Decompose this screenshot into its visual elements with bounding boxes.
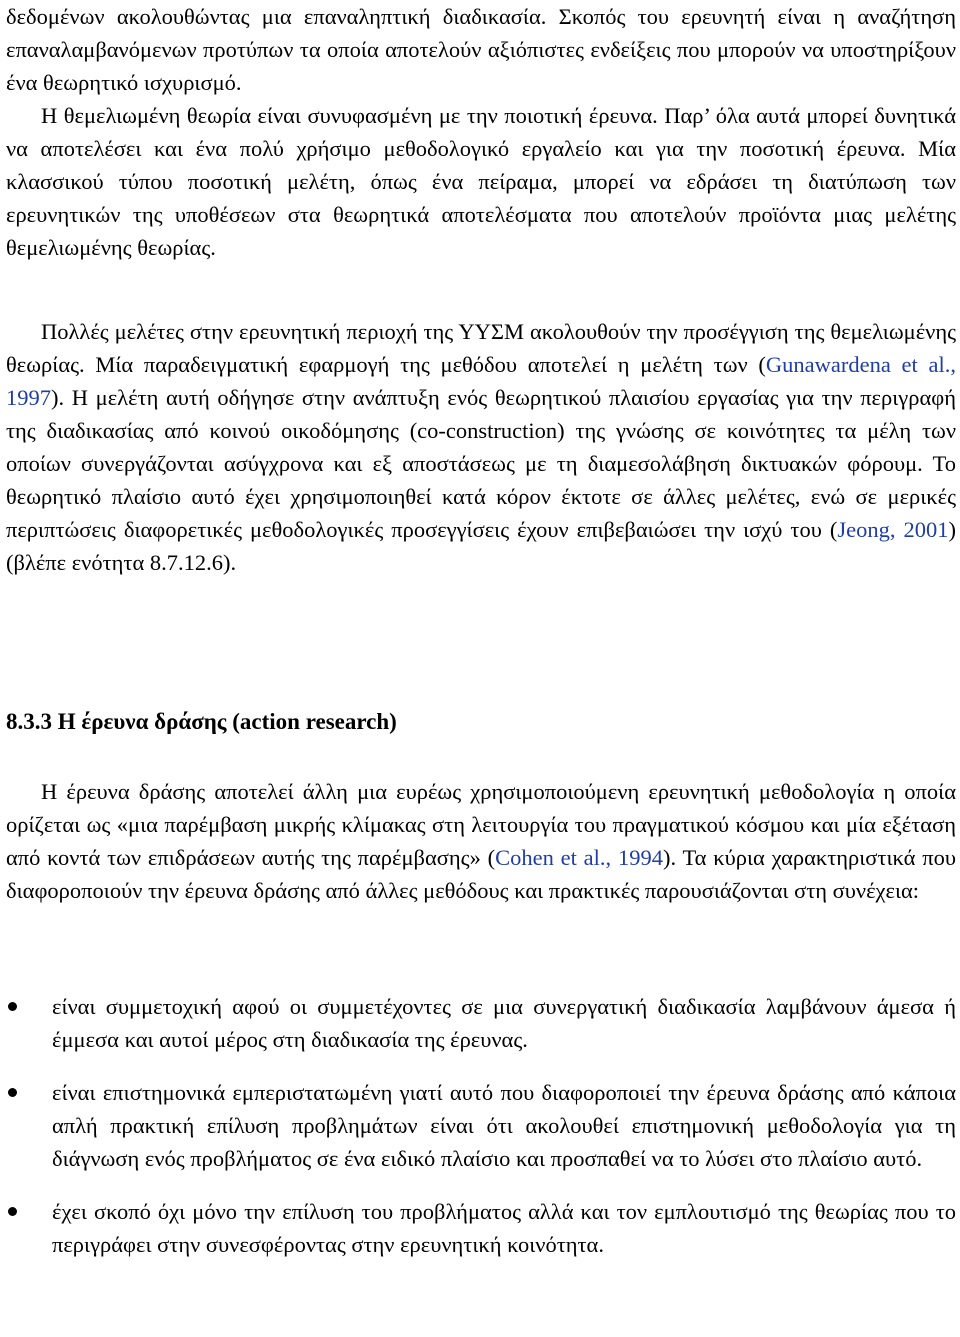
citation-link[interactable]: Gunawardena et al., 1997 (6, 352, 957, 410)
list-item-text: έχει σκοπό όχι μόνο την επίλυση του προβλήματος αλλά και τον εμπλουτισμό της θεωρίας που το περιγράφει στην συνεσφέροντας στην ερευνητική κοινότητα. (52, 1199, 956, 1257)
bullet-icon (8, 1002, 17, 1011)
paragraph-text: ). Τα κύρια χαρακτηριστικά που διαφοροποιούν την έρευνα δράσης από άλλες μεθόδους και πρακτικές παρουσιάζονται στη συνέχεια: (6, 845, 956, 903)
characteristics-list (6, 990, 956, 1281)
citation-link[interactable]: Jeong, 2001 (837, 517, 949, 542)
bullet-icon (8, 1207, 17, 1216)
paragraph-continuation: δεδομένων ακολουθώντας μια επαναληπτική διαδικασία. Σκοπός του ερευνητή είναι η αναζήτηση επαναλαμβανόμενων προτύπων τα οποία αποτελούν αξιόπιστες ενδείξεις που μπορούν να υποστηρίξουν ένα θεωρητικό ισχυρισμό. (6, 4, 956, 95)
list-item (6, 990, 956, 1056)
paragraph-text: ) (βλέπε ενότητα 8.7.12.6). (6, 517, 956, 575)
list-item (6, 1195, 956, 1261)
list-item (6, 1076, 956, 1175)
paragraph-text: Πολλές μελέτες στην ερευνητική περιοχή της ΥΥΣΜ ακολουθούν την προσέγγιση της θεμελιωμένης θεωρίας. Μία παραδειγματική εφαρμογή της μεθόδου αποτελεί η μελέτη των ( (6, 319, 956, 377)
list-item-text: είναι επιστημονικά εμπεριστατωμένη γιατί αυτό που διαφοροποιεί την έρευνα δράσης από κάποια απλή πρακτική επίλυση προβλημάτων είναι ότι ακολουθεί επιστημονική μεθοδολογία για τη διάγνωση ενός προβλήματος σε ένα ειδικό πλαίσιο και προσπαθεί να το λύσει στο πλαίσιο αυτό. (52, 1080, 956, 1171)
paragraph-grounded-theory-quantitative: Η θεμελιωμένη θεωρία είναι συνυφασμένη με την ποιοτική έρευνα. Παρ’ όλα αυτά μπορεί δυνητικά να αποτελέσει και ένα πολύ χρήσιμο μεθοδολογικό εργαλείο και για την ποσοτική έρευνα. Μία κλασσικού τύπου ποσοτική μελέτη, όπως ένα πείραμα, μπορεί να εδράσει τη διατύπωση των ερευνητικών της υποθέσεων στα θεωρητικά αποτελέσματα που αποτελούν προϊόντα μιας μελέτης θεμελιωμένης θεωρίας. (6, 103, 956, 260)
paragraph-text: Η έρευνα δράσης αποτελεί άλλη μια ευρέως χρησιμοποιούμενη ερευνητική μεθοδολογία η οποία ορίζεται ως «μια παρέμβαση μικρής κλίμακας στη λειτουργία του πραγματικού κόσμου και μία εξέταση από κοντά των επιδράσεων αυτής της παρέμβασης» ( (6, 779, 956, 870)
paragraph-grounded-theory (6, 0, 956, 264)
bullet-icon (8, 1088, 17, 1097)
list-item-text: είναι συμμετοχική αφού οι συμμετέχοντες σε μια συνεργατική διαδικασία λαμβάνουν άμεσα ή έμμεσα και αυτοί μέρος στη διαδικασία της έρευνας. (52, 994, 956, 1052)
paragraph-action-research (6, 775, 956, 907)
section-heading: 8.3.3 Η έρευνα δράσης (action research) (6, 709, 397, 734)
citation-link[interactable]: Cohen et al., 1994 (495, 845, 663, 870)
paragraph-text: ). Η μελέτη αυτή οδήγησε στην ανάπτυξη ενός θεωρητικού πλαισίου εργασίας για την περιγραφή της διαδικασίας από κοινού οικοδόμησης (co-construction) της γνώσης σε κοινότητες τα μέλη των οποίων συνεργάζονται ασύγχρονα και εξ αποστάσεως με τη διαμεσολάβηση δικτυακών φόρουμ. Το θεωρητικό πλαίσιο αυτό έχει χρησιμοποιηθεί κατά κόρον έκτοτε σε άλλες μελέτες, ενώ σε μερικές περιπτώσεις διαφορετικές μεθοδολογικές προσεγγίσεις έχουν επιβεβαιώσει την ισχύ του ( (6, 385, 956, 542)
paragraph-cscl-studies (6, 315, 956, 579)
